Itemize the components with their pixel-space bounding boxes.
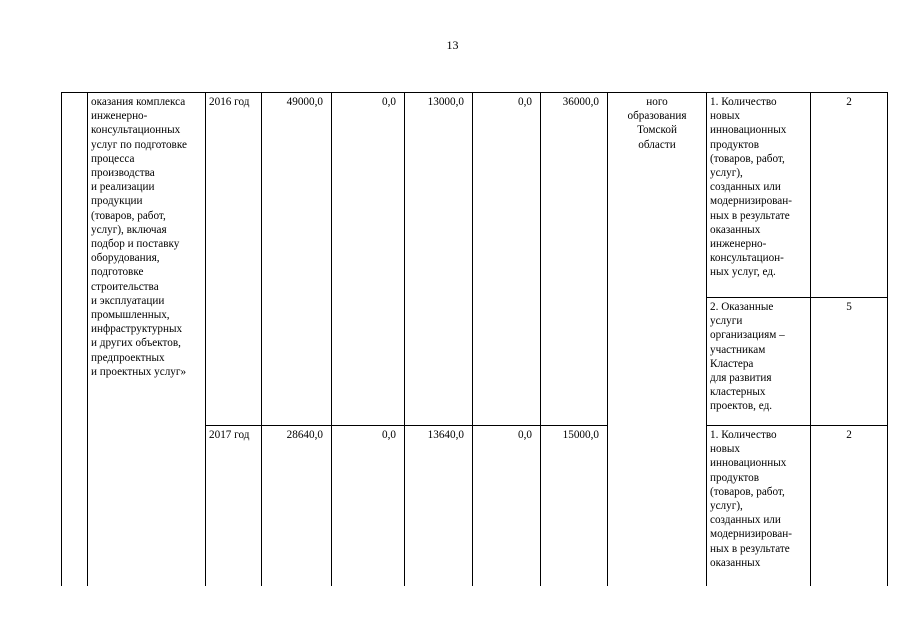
total-cell: 28640,0 [262, 426, 332, 586]
total-cell: 49000,0 [262, 93, 332, 426]
table-row [62, 93, 888, 298]
indicator-name: 1. Количество новых инновационных продуктов (товаров, работ, услуг), созданных или модернизирован- ных в результате оказанных инженерно- консультацион- ных услуг, ед. [707, 93, 811, 298]
program-table [61, 92, 888, 586]
row-number-cell [62, 93, 88, 586]
extra-budget-cell: 15000,0 [541, 426, 608, 586]
federal-cell: 0,0 [332, 93, 405, 426]
federal-cell: 0,0 [332, 426, 405, 586]
indicator-value: 2 [811, 426, 888, 586]
regional-cell: 13000,0 [405, 93, 473, 426]
event-description: оказания комплекса инженерно- консультационных услуг по подготовке процесса производства и реализации продукции (товаров, работ, услуг), включая подбор и поставку оборудования, подготовке строительства и эксплуатации промышленных, инфраструктурных и других объектов, предпроектных и проектных услуг» [88, 93, 206, 586]
year-cell: 2016 год [206, 93, 262, 426]
page-number: 13 [446, 38, 459, 52]
local-cell: 0,0 [473, 426, 541, 586]
indicator-name: 2. Оказанные услуги организациям – участникам Кластера для развития кластерных проектов, ед. [707, 298, 811, 426]
regional-cell: 13640,0 [405, 426, 473, 586]
executor-cell: ного образования Томской области [608, 93, 707, 586]
year-cell: 2017 год [206, 426, 262, 586]
indicator-value: 5 [811, 298, 888, 426]
local-cell: 0,0 [473, 93, 541, 426]
extra-budget-cell: 36000,0 [541, 93, 608, 426]
indicator-value: 2 [811, 93, 888, 298]
indicator-name: 1. Количество новых инновационных продуктов (товаров, работ, услуг), созданных или модернизирован- ных в результате оказанных [707, 426, 811, 586]
